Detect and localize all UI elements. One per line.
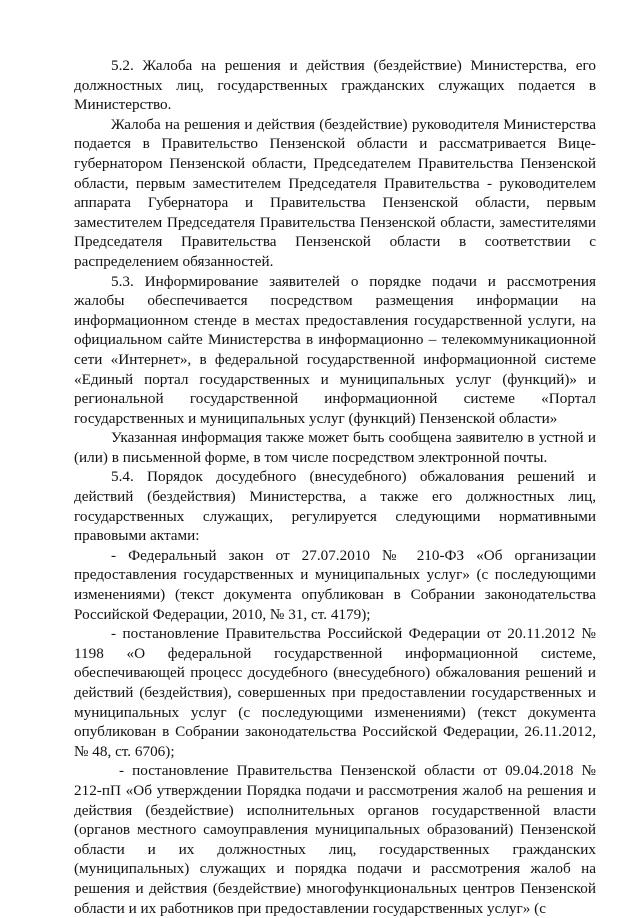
section-5-4-paragraph: 5.4. Порядок досудебного (внесудебного) обжалования решений и действий (бездействия) Министерства, а также его должностных лиц, государственных служащих, регулируется следующими нормативными правовыми актами: bbox=[74, 468, 596, 545]
document-page bbox=[74, 56, 596, 918]
information-delivery-paragraph: Указанная информация также может быть сообщена заявителю в устной и (или) в письменной форме, в том числе посредством электронной почты. bbox=[74, 429, 596, 466]
section-5-2-paragraph: 5.2. Жалоба на решения и действия (бездействие) Министерства, его должностных лиц, государственных гражданских служащих подается в Министерство. bbox=[74, 57, 596, 114]
section-5-3-paragraph: 5.3. Информирование заявителей о порядке подачи и рассмотрения жалобы обеспечивается посредством размещения информации на информационном стенде в местах предоставления государственной услуги, на официальном сайте Министерства в информационно – телекоммуникационной сети «Интернет», в федеральной государственной информационной системе «Единый портал государственных и муниципальных услуг (функций)» и региональной государственной информационной системе «Портал государственных и муниципальных услуг (функций) Пензенской области» bbox=[74, 272, 596, 427]
regional-decree-item: - постановление Правительства Пензенской области от 09.04.2018 № 212-пП «Об утверждении Порядка подачи и рассмотрения жалоб на решения и действия (бездействие) исполнительных органов государственной власти (органов местного самоуправления муниципальных образований) Пензенской области и их должностных лиц, государственных гражданских (муниципальных) служащих и порядка подачи и рассмотрения жалоб на решения и действия (бездействие) многофункциональных центров Пензенской области и их работников при предоставлении государственных услуг» (с bbox=[74, 762, 596, 917]
government-decree-item: - постановление Правительства Российской Федерации от 20.11.2012 № 1198 «О федеральной государственной информационной системе, обеспечивающей процесс досудебного (внесудебного) обжалования решений и действий (бездействия), совершенных при предоставлении государственных и муниципальных услуг (с последующими изменениями) (текст документа опубликован в Собрании законодательства Российской Федерации, 26.11.2012, № 48, ст. 6706); bbox=[74, 625, 596, 760]
federal-law-item: - Федеральный закон от 27.07.2010 № 210-ФЗ «Об организации предоставления государственных и муниципальных услуг» (с последующими изменениями) (текст документа опубликован в Собрании законодательства Российской Федерации, 2010, № 31, ст. 4179); bbox=[74, 546, 596, 623]
head-complaint-paragraph: Жалоба на решения и действия (бездействие) руководителя Министерства подается в Правительство Пензенской области и рассматривается Вице-губернатором Пензенской области, Председателем Правительства Пензенской области, первым заместителем Председателя Правительства - руководителем аппарата Губернатора и Правительства Пензенской области, первым заместителем Председателя Правительства Пензенской области, заместителями Председателя Правительства Пензенской области в соответствии с распределением обязанностей. bbox=[74, 115, 596, 270]
